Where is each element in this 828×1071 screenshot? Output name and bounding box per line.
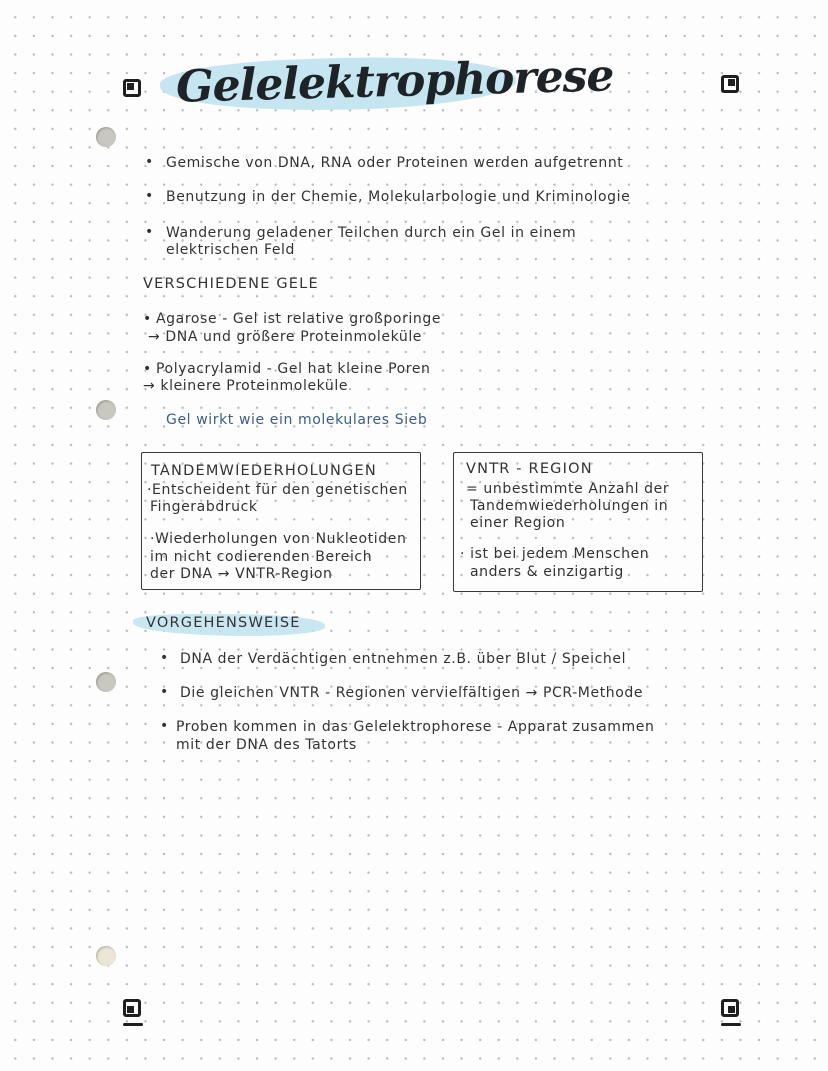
tandem-heading: TANDEMWIEDERHOLUNGEN bbox=[151, 463, 377, 479]
tandem-text: Fingerabdruck bbox=[150, 499, 258, 515]
corner-marker-icon bbox=[123, 999, 141, 1017]
intro-line-continued: elektrischen Feld bbox=[166, 242, 296, 258]
bullet-icon: • bbox=[145, 154, 154, 170]
punch-hole bbox=[96, 127, 116, 147]
tandem-text: der DNA → VNTR-Region bbox=[150, 566, 333, 582]
intro-line: Benutzung in der Chemie, Molekularbologie und Kriminologie bbox=[166, 189, 631, 205]
vntr-box bbox=[453, 452, 703, 592]
bullet-icon: • bbox=[160, 684, 169, 700]
tandem-text: ·Wiederholungen von Nukleotiden bbox=[150, 531, 407, 547]
bullet-icon: • bbox=[160, 718, 169, 734]
corner-marker-icon bbox=[721, 75, 739, 93]
tandem-text: ·Entscheident für den genetischen bbox=[147, 482, 408, 498]
section-heading-gels: VERSCHIEDENE GELE bbox=[143, 276, 319, 292]
procedure-step-continued: mit der DNA des Tatorts bbox=[176, 737, 357, 753]
vntr-text: anders & einzigartig bbox=[470, 564, 624, 580]
vntr-heading: VNTR - REGION bbox=[466, 461, 593, 477]
gel-item-detail: → kleinere Proteinmoleküle bbox=[143, 378, 349, 394]
corner-marker-icon bbox=[123, 79, 141, 97]
procedure-step: Proben kommen in das Gelelektrophorese - Apparat zusammen bbox=[176, 719, 655, 735]
gel-item-detail: → DNA und größere Proteinmoleküle bbox=[148, 329, 423, 345]
bullet-icon: • bbox=[143, 361, 152, 377]
vntr-text: einer Region bbox=[470, 515, 566, 531]
procedure-step: DNA der Verdächtigen entnehmen z.B. über Blut / Speichel bbox=[180, 651, 627, 667]
gel-item: Polyacrylamid - Gel hat kleine Poren bbox=[156, 361, 431, 377]
tandem-box bbox=[141, 452, 421, 590]
vntr-text: Tandemwiederholungen in bbox=[470, 498, 669, 514]
bullet-icon: • bbox=[145, 188, 154, 204]
intro-line: Wanderung geladener Teilchen durch ein Gel in einem bbox=[166, 225, 577, 241]
bullet-icon: • bbox=[145, 224, 154, 240]
tandem-text: im nicht codierenden Bereich bbox=[150, 549, 373, 565]
bullet-icon: • bbox=[143, 311, 152, 327]
bullet-icon: • bbox=[160, 650, 169, 666]
gel-item: Agarose - Gel ist relative großporinge bbox=[156, 311, 442, 327]
punch-hole bbox=[96, 672, 116, 692]
intro-line: Gemische von DNA, RNA oder Proteinen werden aufgetrennt bbox=[166, 155, 624, 171]
corner-underline bbox=[721, 1023, 741, 1026]
corner-underline bbox=[123, 1023, 143, 1026]
page-title: Gelelektrophorese bbox=[175, 50, 614, 113]
corner-marker-icon bbox=[721, 999, 739, 1017]
punch-hole bbox=[96, 400, 116, 420]
punch-hole bbox=[96, 946, 116, 966]
vntr-text: = unbestimmte Anzahl der bbox=[466, 481, 670, 497]
vntr-text: · ist bei jedem Menschen bbox=[460, 546, 650, 562]
gel-note: Gel wirkt wie ein molekulares Sieb bbox=[166, 412, 428, 428]
procedure-step: Die gleichen VNTR - Regionen vervielfältigen → PCR-Methode bbox=[180, 685, 644, 701]
section-heading-procedure: VORGEHENSWEISE bbox=[146, 615, 301, 631]
